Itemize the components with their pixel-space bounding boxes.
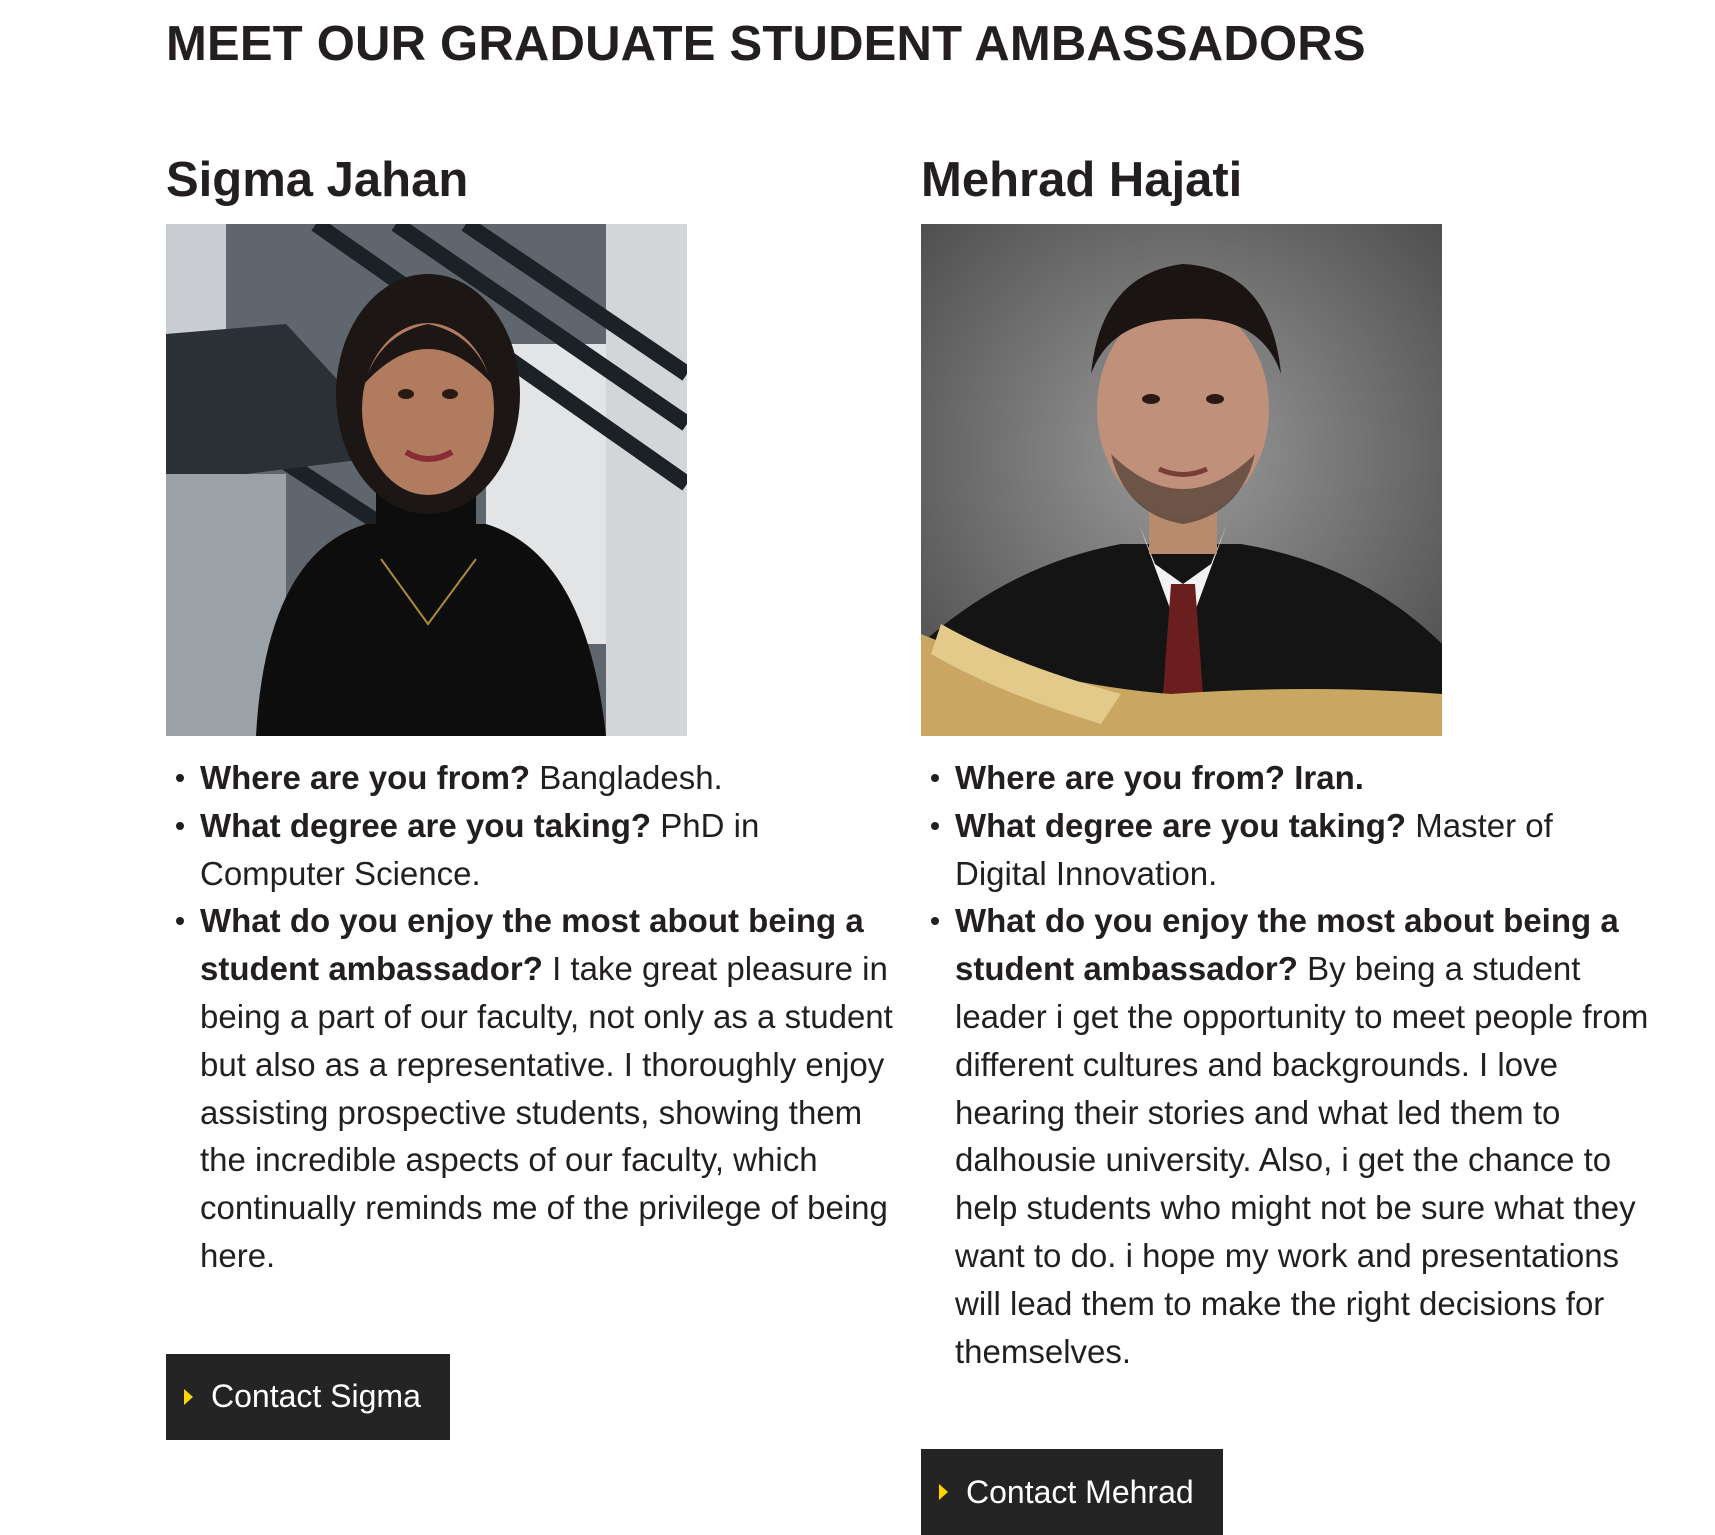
answer-enjoy: I take great pleasure in being a part of our faculty, not only as a student but also as a representative. I thoroughly enjoy assisting prospective students, showing them the incredible aspects of our faculty, which continually reminds me of the privilege of being here.: [200, 950, 893, 1274]
ambassador-name: Sigma Jahan: [166, 153, 469, 207]
caret-right-icon: [939, 1484, 948, 1500]
fact-origin: [955, 754, 1651, 802]
ambassador-card-sigma: [166, 148, 896, 1440]
ambassador-facts: [921, 754, 1651, 1375]
question-enjoy: What do you enjoy the most about being a student ambassador?: [200, 902, 864, 988]
answer-origin: Bangladesh.: [530, 759, 723, 796]
ambassador-photo-sigma: [166, 224, 687, 736]
question-enjoy: What do you enjoy the most about being a student ambassador?: [955, 902, 1619, 988]
answer-enjoy: By being a student leader i get the opportunity to meet people from different cultures and backgrounds. I love hearing their stories and what led them to dalhousie university. Also, i get the chance to help students who might not be sure what they want to do. i hope my work and presentations will lead them to make the right decisions for themselves.: [955, 950, 1649, 1370]
page-title: MEET OUR GRADUATE STUDENT AMBASSADORS: [166, 17, 1366, 71]
ambassador-facts: [166, 754, 896, 1280]
question-degree: What degree are you taking?: [955, 806, 1407, 844]
contact-button-label: Contact Mehrad: [966, 1473, 1194, 1510]
contact-button-label: Contact Sigma: [211, 1378, 421, 1415]
fact-degree: [200, 802, 896, 898]
question-origin: Where are you from?: [200, 759, 531, 796]
fact-degree: [955, 802, 1651, 898]
fact-origin: [200, 754, 896, 802]
question-origin: Where are you from? Iran.: [955, 759, 1364, 796]
question-degree: What degree are you taking?: [200, 806, 652, 844]
answer-degree: PhD in Computer Science.: [200, 806, 760, 892]
ambassador-photo-mehrad: [921, 224, 1442, 736]
fact-enjoy: [955, 897, 1651, 1375]
ambassador-name: Mehrad Hajati: [921, 153, 1243, 207]
caret-right-icon: [184, 1389, 193, 1405]
ambassador-card-mehrad: [921, 148, 1651, 1535]
fact-enjoy: [200, 897, 896, 1279]
contact-sigma-button[interactable]: [166, 1354, 450, 1440]
answer-degree: Master of Digital Innovation.: [955, 806, 1553, 892]
contact-mehrad-button[interactable]: [921, 1449, 1223, 1535]
